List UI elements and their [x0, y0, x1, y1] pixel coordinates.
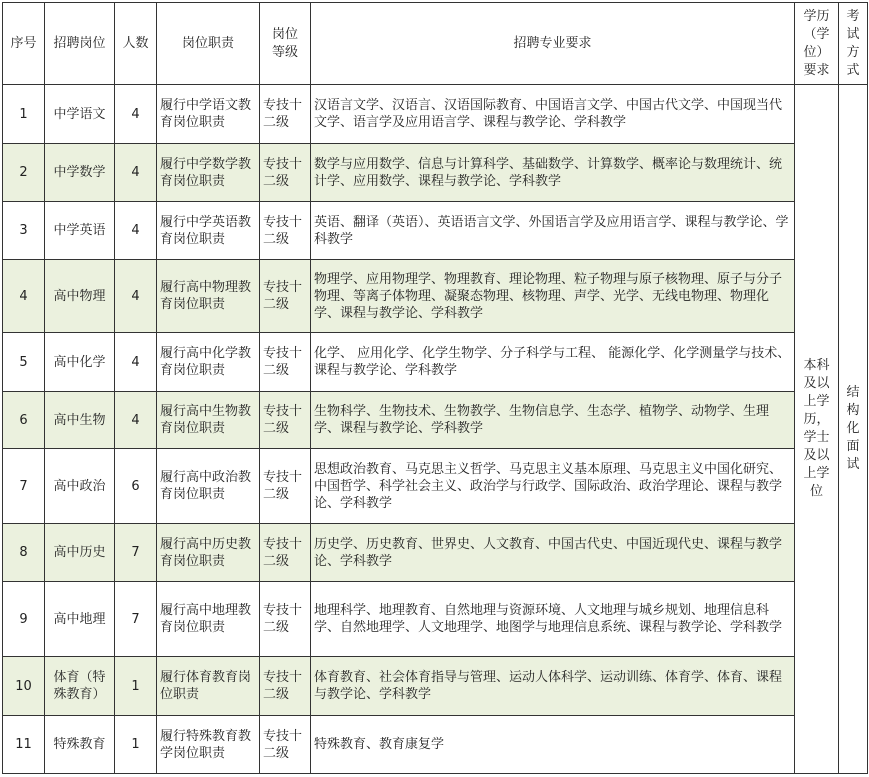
cell-duty: 履行高中地理教育岗位职责 — [157, 582, 260, 657]
cell-grade: 专技十二级 — [260, 333, 311, 392]
cell-duty: 履行高中生物教育岗位职责 — [157, 392, 260, 449]
cell-seq: 5 — [3, 333, 45, 392]
cell-seq: 9 — [3, 582, 45, 657]
header-count: 人数 — [115, 3, 157, 85]
cell-position: 体育（特殊教育） — [45, 657, 115, 716]
header-row — [3, 3, 868, 85]
header-exam: 考试方式 — [839, 3, 868, 85]
cell-position: 中学语文 — [45, 85, 115, 144]
cell-duty: 履行特殊教育教学岗位职责 — [157, 716, 260, 774]
table-row — [3, 392, 868, 449]
cell-duty: 履行体育教育岗位职责 — [157, 657, 260, 716]
cell-grade: 专技十二级 — [260, 449, 311, 524]
header-duty: 岗位职责 — [157, 3, 260, 85]
cell-count: 6 — [115, 449, 157, 524]
cell-seq: 7 — [3, 449, 45, 524]
cell-duty: 履行中学语文教育岗位职责 — [157, 85, 260, 144]
cell-education-requirement: 本科及以上学历，学士及以上学位 — [795, 85, 839, 774]
cell-position: 高中历史 — [45, 524, 115, 582]
cell-major: 化学、 应用化学、化学生物学、分子科学与工程、 能源化学、化学测量学与技术、课程与教学论、学科教学 — [311, 333, 795, 392]
cell-duty: 履行高中政治教育岗位职责 — [157, 449, 260, 524]
cell-duty: 履行中学数学教育岗位职责 — [157, 144, 260, 202]
cell-seq: 1 — [3, 85, 45, 144]
cell-position: 高中化学 — [45, 333, 115, 392]
cell-position: 中学数学 — [45, 144, 115, 202]
cell-count: 4 — [115, 85, 157, 144]
cell-major: 英语、翻译（英语）、英语语言文学、外国语言学及应用语言学、课程与教学论、学科教学 — [311, 202, 795, 260]
cell-grade: 专技十二级 — [260, 85, 311, 144]
cell-seq: 3 — [3, 202, 45, 260]
cell-seq: 11 — [3, 716, 45, 774]
cell-position: 高中政治 — [45, 449, 115, 524]
header-seq: 序号 — [3, 3, 45, 85]
cell-grade: 专技十二级 — [260, 716, 311, 774]
cell-grade: 专技十二级 — [260, 582, 311, 657]
cell-count: 1 — [115, 657, 157, 716]
cell-major: 生物科学、生物技术、生物教学、生物信息学、生态学、植物学、动物学、生理学、课程与教学论、学科教学 — [311, 392, 795, 449]
header-grade: 岗位等级 — [260, 3, 311, 85]
cell-grade: 专技十二级 — [260, 657, 311, 716]
cell-position: 高中物理 — [45, 260, 115, 333]
cell-position: 特殊教育 — [45, 716, 115, 774]
cell-count: 4 — [115, 144, 157, 202]
cell-major: 思想政治教育、马克思主义哲学、马克思主义基本原理、马克思主义中国化研究、中国哲学、科学社会主义、政治学与行政学、国际政治、政治学理论、课程与教学论、学科教学 — [311, 449, 795, 524]
header-position: 招聘岗位 — [45, 3, 115, 85]
cell-grade: 专技十二级 — [260, 392, 311, 449]
table-row — [3, 582, 868, 657]
cell-position: 高中生物 — [45, 392, 115, 449]
table-row — [3, 657, 868, 716]
cell-count: 7 — [115, 582, 157, 657]
cell-grade: 专技十二级 — [260, 202, 311, 260]
cell-seq: 6 — [3, 392, 45, 449]
cell-exam-method: 结构化面试 — [839, 85, 868, 774]
cell-count: 1 — [115, 716, 157, 774]
cell-seq: 8 — [3, 524, 45, 582]
cell-count: 4 — [115, 392, 157, 449]
cell-grade: 专技十二级 — [260, 144, 311, 202]
table-row — [3, 202, 868, 260]
table-row — [3, 85, 868, 144]
cell-count: 7 — [115, 524, 157, 582]
cell-seq: 10 — [3, 657, 45, 716]
cell-major: 汉语言文学、汉语言、汉语国际教育、中国语言文学、中国古代文学、中国现当代文学、语言学及应用语言学、课程与教学论、学科教学 — [311, 85, 795, 144]
table-row — [3, 449, 868, 524]
cell-major: 历史学、历史教育、世界史、人文教育、中国古代史、中国近现代史、课程与教学论、学科教学 — [311, 524, 795, 582]
cell-count: 4 — [115, 260, 157, 333]
cell-duty: 履行高中历史教育岗位职责 — [157, 524, 260, 582]
cell-count: 4 — [115, 333, 157, 392]
cell-major: 数学与应用数学、信息与计算科学、基础数学、计算数学、概率论与数理统计、统计学、应用数学、课程与教学论、学科教学 — [311, 144, 795, 202]
cell-position: 中学英语 — [45, 202, 115, 260]
cell-major: 体育教育、社会体育指导与管理、运动人体科学、运动训练、体育学、体育、课程与教学论、学科教学 — [311, 657, 795, 716]
cell-seq: 4 — [3, 260, 45, 333]
table-row — [3, 144, 868, 202]
table-row — [3, 260, 868, 333]
table-row — [3, 524, 868, 582]
header-education: 学历（学位）要求 — [795, 3, 839, 85]
table-row — [3, 333, 868, 392]
cell-major: 物理学、应用物理学、物理教育、理论物理、粒子物理与原子核物理、原子与分子物理、等离子体物理、凝聚态物理、核物理、声学、光学、无线电物理、物理化学、课程与教学论、学科教学 — [311, 260, 795, 333]
cell-seq: 2 — [3, 144, 45, 202]
cell-major: 地理科学、地理教育、自然地理与资源环境、人文地理与城乡规划、地理信息科学、自然地理学、人文地理学、地图学与地理信息系统、课程与教学论、学科教学 — [311, 582, 795, 657]
header-major: 招聘专业要求 — [311, 3, 795, 85]
cell-position: 高中地理 — [45, 582, 115, 657]
recruitment-table — [2, 2, 868, 774]
table-row — [3, 716, 868, 774]
cell-grade: 专技十二级 — [260, 524, 311, 582]
cell-major: 特殊教育、教育康复学 — [311, 716, 795, 774]
cell-duty: 履行高中化学教育岗位职责 — [157, 333, 260, 392]
cell-grade: 专技十二级 — [260, 260, 311, 333]
cell-count: 4 — [115, 202, 157, 260]
cell-duty: 履行高中物理教育岗位职责 — [157, 260, 260, 333]
cell-duty: 履行中学英语教育岗位职责 — [157, 202, 260, 260]
